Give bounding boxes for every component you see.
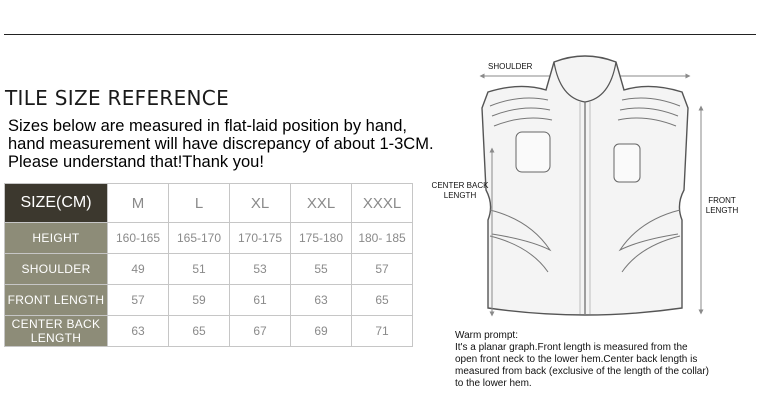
table-cell: 55 <box>291 254 352 285</box>
row-label-shoulder: SHOULDER <box>5 254 108 285</box>
table-row-center-back-length <box>5 316 413 347</box>
front-length-label <box>700 196 744 216</box>
size-col-m: M <box>108 184 169 223</box>
table-cell: 63 <box>108 316 169 347</box>
table-cell: 61 <box>230 285 291 316</box>
table-cell: 175-180 <box>291 223 352 254</box>
table-cell: 57 <box>108 285 169 316</box>
table-cell: 170-175 <box>230 223 291 254</box>
note-line: hand measurement will have discrepancy of about 1-3CM. <box>8 135 434 153</box>
shoulder-label: SHOULDER <box>488 62 533 71</box>
table-cell: 69 <box>291 316 352 347</box>
row-label-line: CENTER BACK <box>11 317 101 331</box>
label-line: CENTER BACK <box>431 181 489 190</box>
table-row-height <box>5 223 413 254</box>
warm-prompt <box>455 330 755 390</box>
label-line: LENGTH <box>705 206 739 215</box>
table-cell: 67 <box>230 316 291 347</box>
size-header-row <box>5 184 413 223</box>
table-cell: 57 <box>352 254 413 285</box>
prompt-line: to the lower hem. <box>455 378 532 389</box>
table-row-front-length <box>5 285 413 316</box>
table-cell: 49 <box>108 254 169 285</box>
table-cell: 165-170 <box>169 223 230 254</box>
prompt-line: Warm prompt: <box>455 330 518 341</box>
size-table <box>4 183 413 347</box>
size-col-xl: XL <box>230 184 291 223</box>
prompt-line: It's a planar graph.Front length is measured from the <box>455 342 688 353</box>
measurement-note <box>8 117 458 171</box>
center-back-length-label <box>428 181 492 201</box>
size-col-xxl: XXL <box>291 184 352 223</box>
label-line: LENGTH <box>443 191 477 200</box>
size-table-corner: SIZE(CM) <box>5 184 108 223</box>
page-title: TILE SIZE REFERENCE <box>5 86 230 110</box>
table-cell: 51 <box>169 254 230 285</box>
table-cell: 180- 185 <box>352 223 413 254</box>
row-label-front-length: FRONT LENGTH <box>5 285 108 316</box>
table-cell: 160-165 <box>108 223 169 254</box>
table-cell: 71 <box>352 316 413 347</box>
prompt-line: open front neck to the lower hem.Center back length is <box>455 354 698 365</box>
table-cell: 63 <box>291 285 352 316</box>
table-row-shoulder <box>5 254 413 285</box>
row-label-center-back-length <box>5 316 108 347</box>
row-label-line: LENGTH <box>30 331 82 345</box>
chest-pad-right <box>614 144 640 182</box>
size-col-xxxl: XXXL <box>352 184 413 223</box>
table-cell: 65 <box>169 316 230 347</box>
size-col-l: L <box>169 184 230 223</box>
note-line: Sizes below are measured in flat-laid position by hand, <box>8 117 407 135</box>
chest-pad-left <box>516 132 550 172</box>
row-label-height: HEIGHT <box>5 223 108 254</box>
label-line: FRONT <box>708 196 736 205</box>
note-line: Please understand that!Thank you! <box>8 153 264 171</box>
table-cell: 53 <box>230 254 291 285</box>
top-divider <box>4 34 756 35</box>
table-cell: 59 <box>169 285 230 316</box>
table-cell: 65 <box>352 285 413 316</box>
prompt-line: measured from back (exclusive of the length of the collar) <box>455 366 710 377</box>
